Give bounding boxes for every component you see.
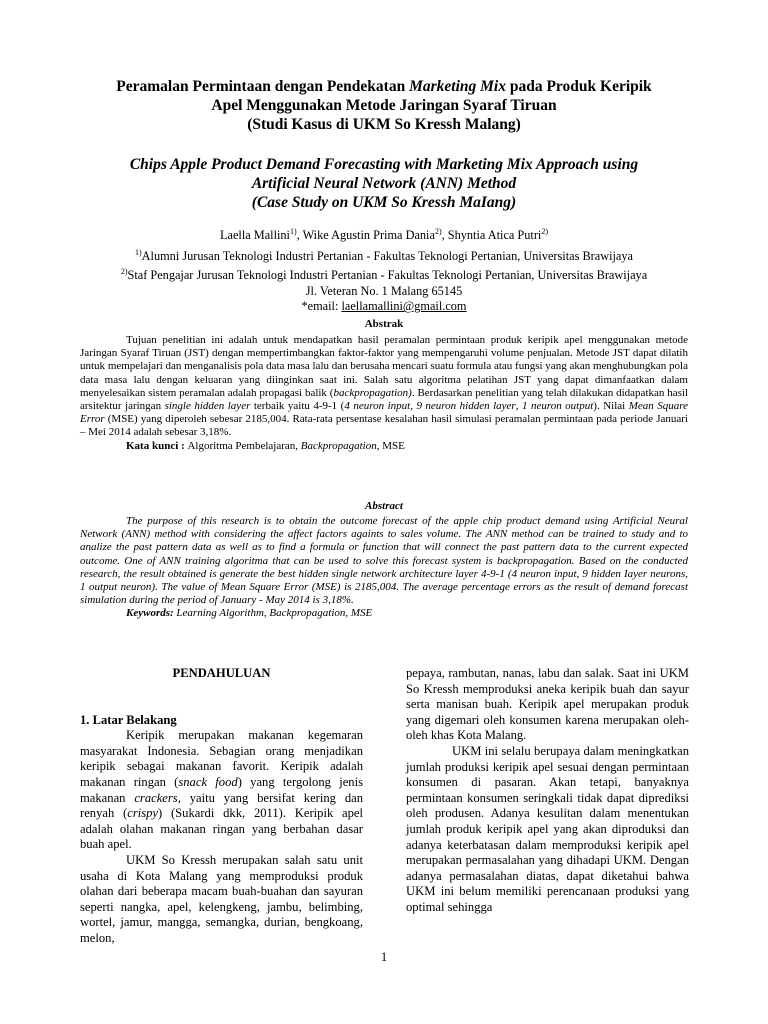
author-names: Laella Mallini$^{1)}$, Wike Agustin Prima Dania$^{2)}$, Shyntia Atica Putri$^{2)}$ [219, 227, 549, 243]
subsection-heading-latar-belakang: 1. Latar Belakang [80, 712, 177, 727]
paper-title-english [60, 155, 708, 212]
paper-title-indonesian [60, 77, 708, 134]
abstrak-body [80, 334, 688, 453]
title-id-line-1: Peramalan Permintaan dengan Pendekatan Marketing Mix pada Produk Keripik [116, 78, 652, 95]
title-id-line-3: (Studi Kasus di UKM So Kressh Malang) [247, 116, 521, 133]
body-paragraph-2: UKM So Kressh merupakan salah satu unit usaha di Kota Malang yang memproduksi produk olahan dari beberapa macam buah-buahan dan sayuran seperti nangka, apel, kelengkeng, jambu, belimbing, wortel, jamur, mangga, semangka, durian, bengkoang, melon, [80, 852, 363, 945]
kata-kunci: Kata kunci : Algoritma Pembelajaran, Backpropagation, MSE [126, 439, 405, 452]
abstract-body [80, 515, 688, 621]
abstrak-paragraph: Tujuan penelitian ini adalah untuk mendapatkan hasil peramalan permintaan produk keripik apel menggunakan metode Jaringan Syaraf Tiruan (JST) dengan mempertimbangkan faktor-faktor yang mempengaruhi volume penjualan. Metode JST dapat dilatih untuk mempelajari dan menganalisis pola data masa lalu dan berusaha mencari suatu formula atau fungsi yang akan menghubungkan pola data masa lalu dengan keluaran yang diinginkan saat ini. Salah satu algoritma pelatihan JST yang dapat dimanfaatkan dalam menyelesaikan sistem peramalan adalah propagasi balik (backpropagation). Berdasarkan penelitian yang telah dilakukan didapatkan hasil arsitektur jaringan single hidden layer terbaik yaitu 4-9-1 (4 neuron input, 9 neuron hidden layer, 1 neuron output). Nilai Mean Square Error (MSE) yang diperoleh sebesar 2185,004. Rata-rata persentase kesalahan hasil simulasi peramalan permintaan pada periode Januari – Mei 2014 adalah sebesar 3,18%. [80, 334, 688, 439]
body-right-column [406, 666, 689, 916]
section-heading-pendahuluan: PENDAHULUAN [172, 666, 271, 680]
title-en-line-1: Chips Apple Product Demand Forecasting with Marketing Mix Approach using [129, 156, 639, 173]
title-en-line-3: (Case Study on UKM So Kressh MaIang) [251, 194, 517, 211]
keywords: Keywords: Learning Algorithm, Backpropagation, MSE [126, 607, 373, 620]
body-paragraph-1: Keripik merupakan makanan kegemaran masyarakat Indonesia. Sebagian orang menjadikan keripik sebagai makanan favorit. Keripik adalah makanan ringan (snack food) yang tergolong jenis makanan crackers, yaitu yang bersifat kering dan renyah (crispy) (Sukardi dkk, 2011). Keripik apel adalah olahan makanan ringan yang berbahan dasar buah apel. [80, 728, 364, 852]
affiliation-2: $^{2)}$Staf Pengajar Jurusan Teknologi Industri Pertanian - Fakultas Teknologi Pertanian, Universitas Brawijaya [120, 267, 648, 283]
email-link[interactable]: laellamallini@gmail.com [341, 299, 467, 314]
affiliation-1: $^{1)}$Alumni Jurusan Teknologi Industri Pertanian - Fakultas Teknologi Pertanian, Universitas Brawijaya [135, 247, 633, 263]
title-id-line-2: Apel Menggunakan Metode Jaringan Syaraf Tiruan [211, 97, 557, 114]
abstrak-heading: Abstrak [364, 318, 404, 330]
body-left-column [80, 666, 363, 947]
author-block [60, 224, 708, 315]
title-en-line-2: Artificial Neural Network (ANN) Method [251, 175, 517, 192]
body-paragraph-2-continued: pepaya, rambutan, nanas, labu dan salak. Saat ini UKM So Kressh memproduksi aneka keripik buah dan sayur serta manisan buah. Keripik apel merupakan produk yang digemari oleh konsumen karena merupakan oleh-oleh khas Kota Malang. [406, 666, 689, 743]
abstract-paragraph: The purpose of this research is to obtain the outcome forecast of the apple chip product demand using Artificial Neural Network (ANN) method with considering the affect factors againts to sales volume. The ANN method can be trained to study and to analize the past pattern data as well as to find a formula or function that will connect the past pattern data to the current expected outcome. One of ANN training algoritma that can be used to solve this forecast system is backpropagation. Based on the conducted research, the result obtained is generate the best hidden single network architecture layer 4-9-1 (4 neuron input, 9 hidden Iayer neurons, 1 output neuron). The value of Mean Square Error (MSE) is 2185,004. The average percentage errors as the result of demand forecast simulation during the period of January - May 2014 is 3,18%. [80, 515, 688, 607]
page-number: 1 [380, 950, 388, 964]
email-line: *email: laellamallini@gmail.com [301, 299, 467, 314]
body-paragraph-3: UKM ini selalu berupaya dalam meningkatkan jumlah produksi keripik apel sesuai dengan permintaan konsumen di pasaran. Akan tetapi, banyaknya permintaan konsumen seringkali tidak dapat diprediksi oleh produsen. Adanya kesulitan dalam menentukan jumlah produk keripik apel yang akan diproduksi dan adanya keterbatasan dalam memproduksi keripik apel merupakan permasalahan yang dihadapi UKM. Dengan adanya permasalahan diatas, dapat diketahui bahwa UKM ini belum memiliki perencanaan produksi yang optimal sehingga [406, 743, 689, 914]
abstract-heading: Abstract [365, 500, 403, 512]
address: Jl. Veteran No. 1 Malang 65145 [305, 283, 463, 298]
